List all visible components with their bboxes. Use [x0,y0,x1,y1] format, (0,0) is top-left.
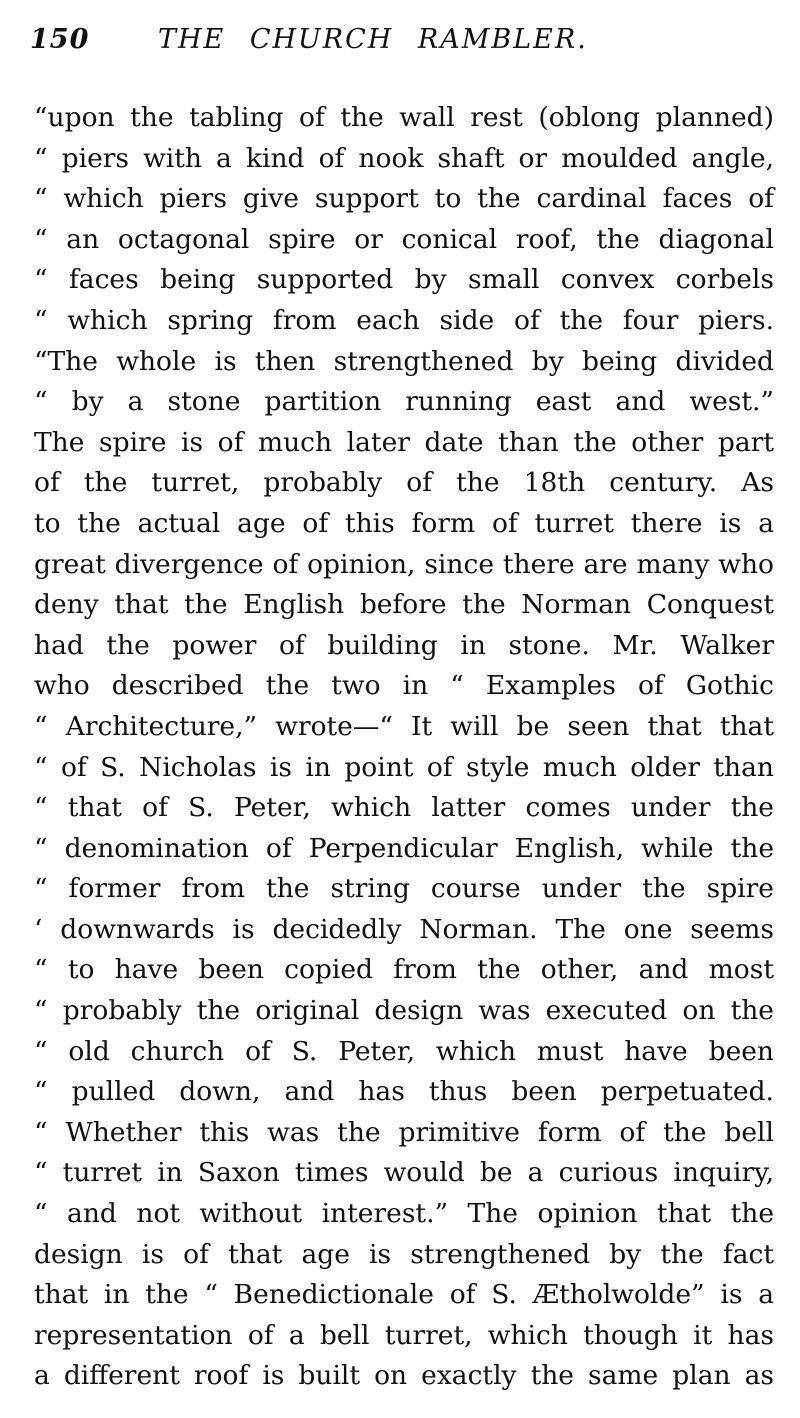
text-line: “ to have been copied from the other, and most [34,954,774,986]
text-line: deny that the English before the Norman Conquest [34,589,774,621]
text-line: to the actual age of this form of turret there is a [34,507,774,539]
text-line: great divergence of opinion, since there are many who [34,548,774,580]
text-line: “ of S. Nicholas is in point of style much older than [34,751,774,783]
text-line: a different roof is built on exactly the same plan as [34,1360,774,1392]
text-line: “ turret in Saxon times would be a curious inquiry, [34,1157,774,1189]
text-line: representation of a bell turret, which though it has [34,1319,774,1351]
text-line: “ piers with a kind of nook shaft or moulded angle, [34,142,774,174]
text-line: The spire is of much later date than the other part [34,426,774,458]
text-line: “upon the tabling of the wall rest (oblong planned) [34,102,774,133]
text-line: “ that of S. Peter, which latter comes under the [34,792,774,824]
text-line: that in the “ Benedictionale of S. Ætholwolde” is a [34,1279,774,1311]
page-header [30,24,770,64]
text-line: of the turret, probably of the 18th century. As [34,467,774,499]
body-text [34,98,774,1397]
running-head: THE CHURCH RAMBLER. [158,24,588,55]
text-line: “ faces being supported by small convex corbels [34,264,774,296]
text-line: “ which spring from each side of the four piers. [34,304,774,336]
text-line: “The whole is then strengthened by being divided [34,345,774,377]
text-line: ‘ downwards is decidedly Norman. The one seems [34,913,774,945]
text-line: who described the two in “ Examples of Gothic [34,670,774,702]
text-line: “ Whether this was the primitive form of the bell [34,1116,774,1148]
text-line: “ pulled down, and has thus been perpetuated. [34,1076,774,1108]
text-line: “ probably the original design was executed on the [34,995,774,1027]
page-number: 150 [30,24,90,55]
text-line: “ by a stone partition running east and west.” [34,386,774,418]
text-line: design is of that age is strengthened by the fact [34,1238,774,1270]
text-line: had the power of building in stone. Mr. Walker [34,629,774,661]
text-line: “ former from the string course under the spire [34,873,774,905]
text-line: “ denomination of Perpendicular English, while the [34,832,774,864]
text-line: “ which piers give support to the cardinal faces of [34,183,774,215]
text-line: “ an octagonal spire or conical roof, the diagonal [34,223,774,255]
text-line: “ and not without interest.” The opinion that the [34,1198,774,1230]
text-line: “ old church of S. Peter, which must have been [34,1035,774,1067]
text-line: “ Architecture,” wrote—“ It will be seen that that [34,710,774,742]
